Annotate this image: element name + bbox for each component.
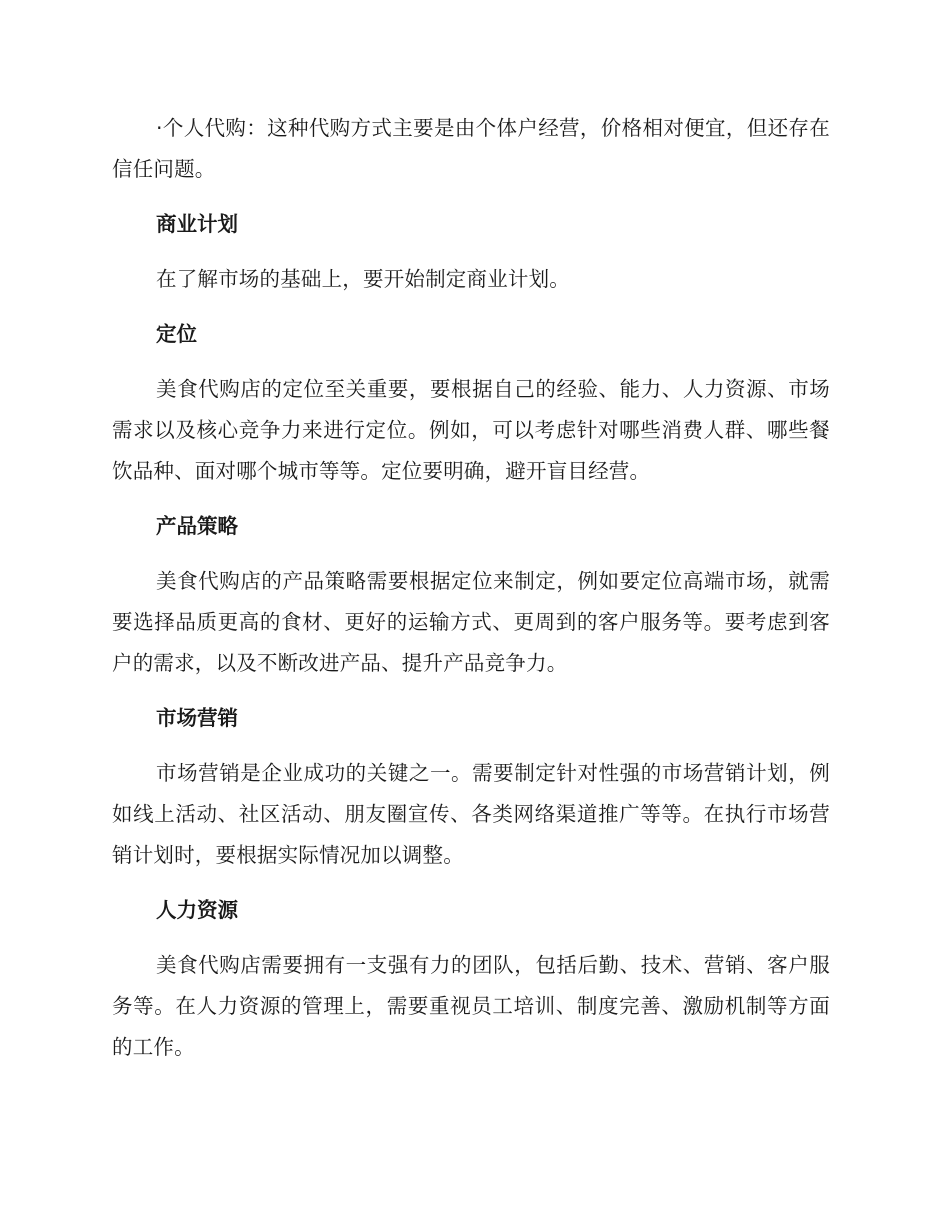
section-heading-human-resources: 人力资源 xyxy=(156,898,238,922)
section-body-business-plan: 在了解市场的基础上，要开始制定商业计划。 xyxy=(156,267,570,291)
section-body-positioning: 美食代购店的定位至关重要，要根据自己的经验、能力、人力资源、市场需求以及核心竞争力来进行定位。例如，可以考虑针对哪些消费人群、哪些餐饮品种、面对哪个城市等等。定位要明确，避开盲目经营。 xyxy=(112,377,830,483)
section-heading-positioning: 定位 xyxy=(156,322,197,346)
section-heading-business-plan: 商业计划 xyxy=(156,212,238,236)
section-body-human-resources: 美食代购店需要拥有一支强有力的团队，包括后勤、技术、营销、客户服务等。在人力资源的管理上，需要重视员工培训、制度完善、激励机制等方面的工作。 xyxy=(112,953,830,1059)
document-page xyxy=(112,108,830,1068)
section-body-marketing: 市场营销是企业成功的关键之一。需要制定针对性强的市场营销计划，例如线上活动、社区活动、朋友圈宣传、各类网络渠道推广等等。在执行市场营销计划时，要根据实际情况加以调整。 xyxy=(112,761,830,867)
section-heading-marketing: 市场营销 xyxy=(156,706,238,730)
intro-paragraph: ·个人代购：这种代购方式主要是由个体户经营，价格相对便宜，但还存在信任问题。 xyxy=(112,116,830,181)
section-heading-product-strategy: 产品策略 xyxy=(156,514,238,538)
section-body-product-strategy: 美食代购店的产品策略需要根据定位来制定，例如要定位高端市场，就需要选择品质更高的食材、更好的运输方式、更周到的客户服务等。要考虑到客户的需求，以及不断改进产品、提升产品竞争力。 xyxy=(112,569,830,675)
